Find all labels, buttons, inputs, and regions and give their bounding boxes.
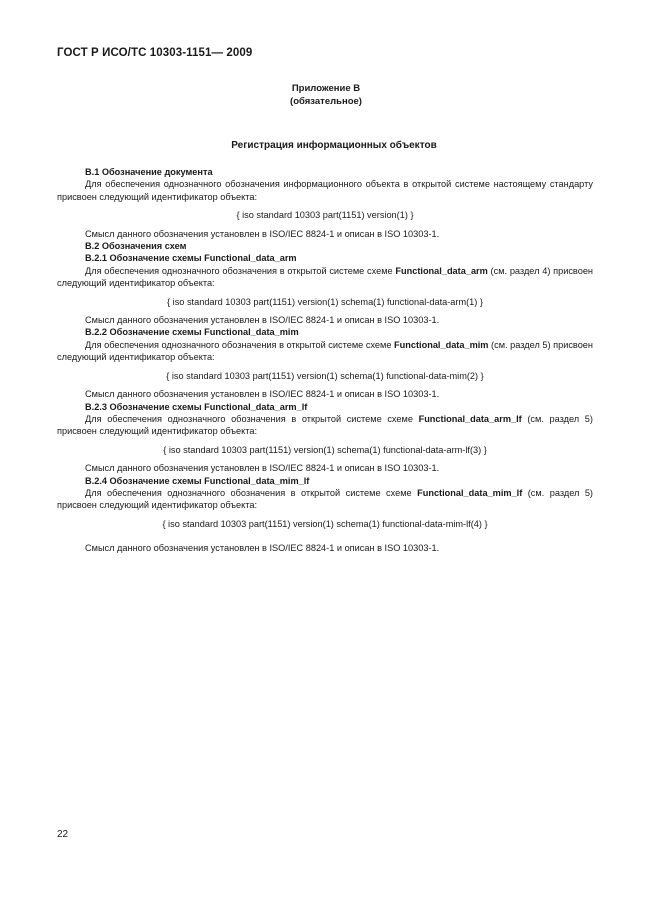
heading-b2: В.2 Обозначения схем xyxy=(85,241,187,252)
b24-text-after: (см. раздел 5) присвоен следующий идентификатор объекта: xyxy=(57,487,593,511)
b23-meaning: Смысл данного обозначения установлен в ISO/IEC 8824-1 и описан в ISO 10303-1. xyxy=(85,463,440,474)
heading-b23: В.2.3 Обозначение схемы Functional_data_arm_lf xyxy=(85,401,308,412)
b21-identifier: { iso standard 10303 part(1151) version(1) schema(1) functional-data-arm(1) } xyxy=(167,296,483,307)
document-body xyxy=(57,166,593,555)
appendix-status: (обязательное) xyxy=(290,96,362,107)
b22-identifier: { iso standard 10303 part(1151) version(1) schema(1) functional-data-mim(2) } xyxy=(166,370,484,381)
b24-text-before: Для обеспечения однозначного обозначения в открытой системе схеме xyxy=(85,487,418,498)
b22-text-before: Для обеспечения однозначного обозначения в открытой системе схеме xyxy=(85,339,395,350)
b1-text: Для обеспечения однозначного обозначения информационного объекта в открытой системе настоящему стандарту присвоен следующий идентификатор объекта: xyxy=(57,179,593,202)
b24-identifier: { iso standard 10303 part(1151) version(1) schema(1) functional-data-mim-lf(4) } xyxy=(162,518,488,529)
b23-text-after: (см. раздел 5) присвоен следующий идентификатор объекта: xyxy=(57,413,593,437)
document-header: ГОСТ Р ИСО/ТС 10303-1151— 2009 xyxy=(57,47,253,59)
b21-text xyxy=(57,265,593,290)
b22-schema-name: Functional_data_mim xyxy=(394,339,489,350)
b23-identifier: { iso standard 10303 part(1151) version(1) schema(1) functional-data-arm-lf(3) } xyxy=(163,444,487,455)
heading-b1: В.1 Обозначение документа xyxy=(85,167,213,177)
heading-b21: В.2.1 Обозначение схемы Functional_data_arm xyxy=(85,253,297,264)
appendix-title: Приложение В xyxy=(291,83,361,94)
b21-text-before: Для обеспечения однозначного обозначения в открытой системе схеме xyxy=(85,265,396,276)
section-title: Регистрация информационных объектов xyxy=(231,140,437,151)
b22-meaning: Смысл данного обозначения установлен в ISO/IEC 8824-1 и описан в ISO 10303-1. xyxy=(85,389,440,400)
b22-text xyxy=(57,339,593,364)
b24-text xyxy=(57,487,593,512)
b23-text xyxy=(57,413,593,438)
heading-b24: В.2.4 Обозначение схемы Functional_data_mim_lf xyxy=(85,475,310,486)
b24-meaning: Смысл данного обозначения установлен в ISO/IEC 8824-1 и описан в ISO 10303-1. xyxy=(85,543,440,554)
b21-schema-name: Functional_data_arm xyxy=(395,265,488,276)
page-number: 22 xyxy=(57,829,69,840)
b21-meaning: Смысл данного обозначения установлен в ISO/IEC 8824-1 и описан в ISO 10303-1. xyxy=(85,315,440,326)
b1-meaning: Смысл данного обозначения установлен в ISO/IEC 8824-1 и описан в ISO 10303-1. xyxy=(85,228,440,239)
b22-text-after: (см. раздел 5) присвоен следующий идентификатор объекта: xyxy=(57,339,593,363)
heading-b22: В.2.2 Обозначение схемы Functional_data_mim xyxy=(85,327,299,338)
b21-text-after: (см. раздел 4) присвоен следующий идентификатор объекта: xyxy=(57,265,593,289)
appendix-heading xyxy=(0,82,646,108)
b23-schema-name: Functional_data_arm_lf xyxy=(418,413,522,424)
b24-schema-name: Functional_data_mim_lf xyxy=(417,487,523,498)
b23-text-before: Для обеспечения однозначного обозначения в открытой системе схеме xyxy=(85,413,419,424)
b1-identifier: { iso standard 10303 part(1151) version(1) } xyxy=(236,210,414,221)
